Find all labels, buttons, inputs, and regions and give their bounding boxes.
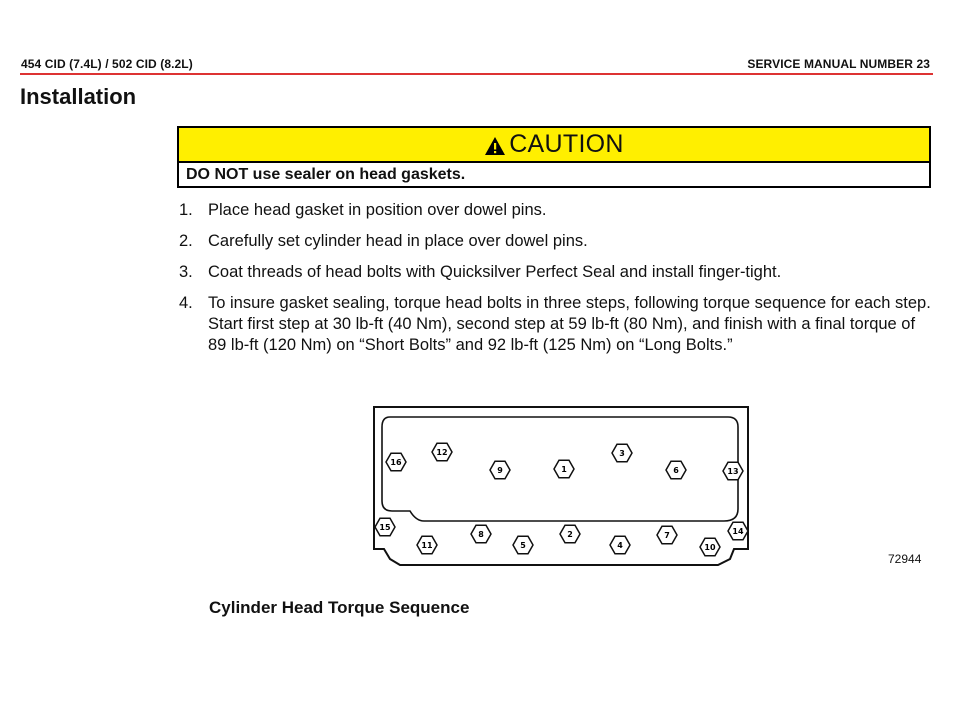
bolt-label: 7 bbox=[664, 531, 670, 540]
bolt-10 bbox=[700, 538, 720, 555]
warning-triangle-icon bbox=[484, 136, 506, 156]
bolt-7 bbox=[657, 526, 677, 543]
bolt-11 bbox=[417, 536, 437, 553]
bolt-label: 8 bbox=[478, 530, 484, 539]
section-title: Installation bbox=[20, 84, 137, 109]
figure-number: 72944 bbox=[888, 552, 922, 566]
bolt-6 bbox=[666, 461, 686, 478]
bolt-label: 15 bbox=[379, 523, 391, 532]
installation-steps bbox=[177, 200, 937, 366]
bolt-8 bbox=[471, 525, 491, 542]
figure-caption: Cylinder Head Torque Sequence bbox=[209, 598, 470, 617]
bolt-15 bbox=[375, 518, 395, 535]
bolt-label: 4 bbox=[617, 541, 623, 550]
caution-title: CAUTION bbox=[509, 130, 624, 158]
bolt-label: 3 bbox=[619, 449, 625, 458]
bolt-12 bbox=[432, 443, 452, 460]
bolt-label: 9 bbox=[497, 466, 503, 475]
bolt-5 bbox=[513, 536, 533, 553]
bolt-label: 5 bbox=[520, 541, 526, 550]
bolt-label: 6 bbox=[673, 466, 679, 475]
bolt-3 bbox=[612, 444, 632, 461]
caution-box bbox=[177, 126, 931, 188]
bolt-label: 10 bbox=[704, 543, 716, 552]
bolt-label: 16 bbox=[390, 458, 402, 467]
header-right-title: SERVICE MANUAL NUMBER 23 bbox=[747, 57, 930, 71]
bolt-label: 14 bbox=[732, 527, 744, 536]
caution-header bbox=[179, 128, 929, 163]
step-item bbox=[177, 200, 937, 221]
step-number: 4. bbox=[179, 294, 193, 312]
bolt-9 bbox=[490, 461, 510, 478]
bolt-1 bbox=[554, 460, 574, 477]
bolt-label: 1 bbox=[561, 465, 567, 474]
caution-text: DO NOT use sealer on head gaskets. bbox=[186, 166, 466, 183]
bolt-13 bbox=[723, 462, 743, 479]
header-rule bbox=[20, 73, 933, 75]
bolt-14 bbox=[728, 522, 748, 539]
bolt-label: 13 bbox=[727, 467, 739, 476]
step-number: 3. bbox=[179, 263, 193, 281]
bolt-2 bbox=[560, 525, 580, 542]
bolt-label: 12 bbox=[436, 448, 448, 457]
step-item bbox=[177, 231, 937, 252]
bolt-16 bbox=[386, 453, 406, 470]
step-item bbox=[177, 293, 937, 356]
step-number: 1. bbox=[179, 201, 193, 219]
cylinder-head-diagram bbox=[368, 403, 754, 571]
step-text: To insure gasket sealing, torque head bolts in three steps, following torque sequence for each step. Start first step at 30 lb-ft (40 Nm), second step at 59 lb-ft (80 Nm), and finish with a final torque of 89 lb-ft (120 Nm) on “Short Bolts” and 92 lb-ft (125 Nm) on “Long Bolts.” bbox=[208, 294, 931, 354]
bolt-label: 11 bbox=[421, 541, 433, 550]
step-item bbox=[177, 262, 937, 283]
bolt-label: 2 bbox=[567, 530, 573, 539]
step-number: 2. bbox=[179, 232, 193, 250]
step-text: Place head gasket in position over dowel pins. bbox=[208, 201, 547, 219]
bolt-4 bbox=[610, 536, 630, 553]
step-text: Carefully set cylinder head in place over dowel pins. bbox=[208, 232, 588, 250]
header-left-title: 454 CID (7.4L) / 502 CID (8.2L) bbox=[21, 57, 193, 71]
step-text: Coat threads of head bolts with Quicksilver Perfect Seal and install finger-tight. bbox=[208, 263, 782, 281]
